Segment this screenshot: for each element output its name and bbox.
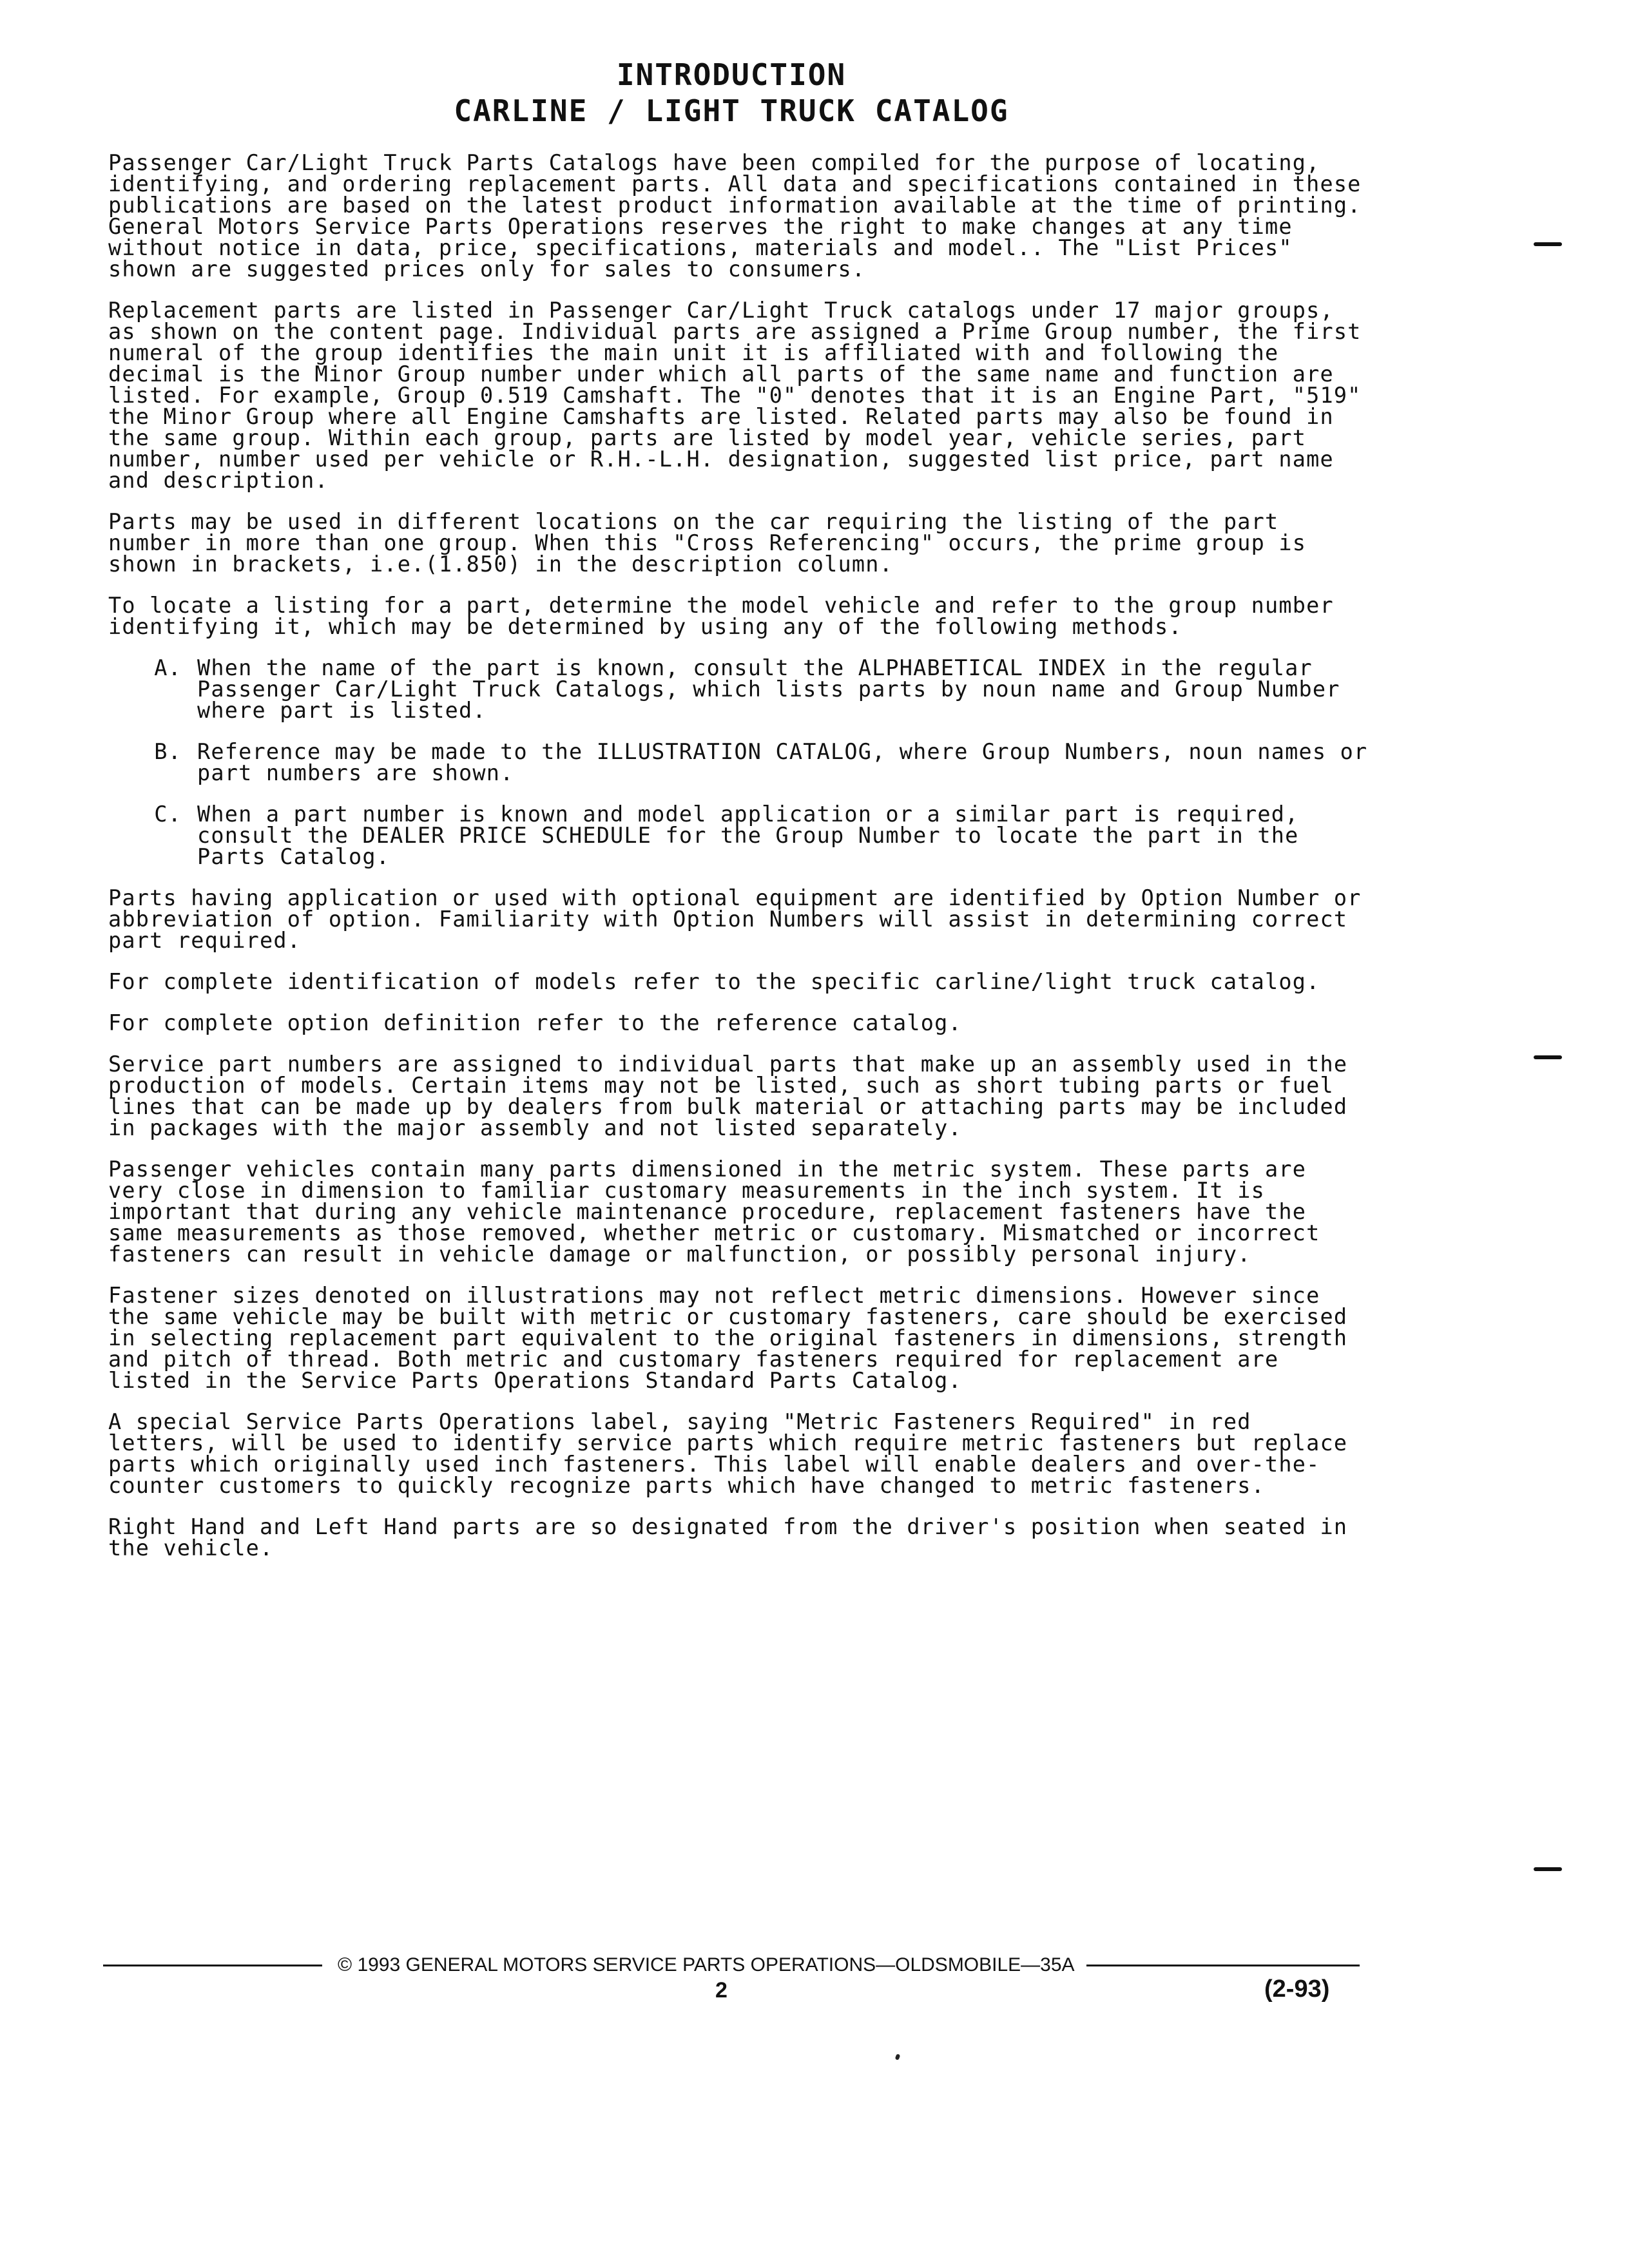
- footer-rule-right: [1086, 1965, 1360, 1966]
- margin-tick-mark: [1534, 1055, 1562, 1059]
- paragraph-cross-reference: Parts may be used in different locations on the car requiring the listing of the part number in more than one group. When this "Cross Referencing" occurs, the prime group is shown in brackets, i.e.(1.850) in the description column.: [108, 509, 1307, 577]
- footer-copyright: © 1993 GENERAL MOTORS SERVICE PARTS OPERATIONS—OLDSMOBILE—35A: [338, 1954, 1075, 1975]
- list-item-letter: C.: [154, 802, 182, 827]
- list-item: [108, 741, 1371, 783]
- paragraph-models: For complete identification of models refer to the specific carline/light truck catalog.: [108, 969, 1320, 994]
- list-item: [108, 657, 1371, 721]
- paragraph-service-part-numbers: Service part numbers are assigned to individual parts that make up an assembly used in the production of models. Certain items may not be listed, such as short tubing parts or fuel lines that can be made up by dealers from bulk material or attaching parts may be included in packages with the major assembly and not listed separately.: [108, 1052, 1348, 1140]
- paragraph-metric-system: Passenger vehicles contain many parts dimensioned in the metric system. These parts are very close in dimension to familiar customary measurements in the inch system. It is important that during any vehicle maintenance procedure, replacement fasteners have the same measurements as those removed, whether metric or customary. Mismatched or incorrect fasteners can result in vehicle damage or malfunction, or possibly personal injury.: [108, 1157, 1320, 1267]
- list-item-letter: A.: [154, 655, 182, 680]
- margin-tick-mark: [1534, 242, 1562, 246]
- title-block: [0, 57, 1463, 129]
- page-number: 2: [715, 1978, 728, 2003]
- list-item: [108, 803, 1371, 867]
- body-text: [108, 152, 1371, 1579]
- paragraph-groups: Replacement parts are listed in Passenger Car/Light Truck catalogs under 17 major groups, as shown on the content page. Individual parts are assigned a Prime Group number, the first numeral of the group identifies the main unit it is affiliated with and following the decimal is the Minor Group number under which all parts of the same name and function are listed. For example, Group 0.519 Camshaft. The "0" denotes that it is an Engine Part, "519" the Minor Group where all Engine Camshafts are listed. Related parts may also be found in the same group. Within each group, parts are listed by model year, vehicle series, part number, number used per vehicle or R.H.-L.H. designation, suggested list price, part name and description.: [108, 298, 1362, 493]
- footer: [103, 1946, 1360, 1984]
- list-item-text: When a part number is known and model application or a similar part is required, consult the DEALER PRICE SCHEDULE for the Group Number to locate the part in the Parts Catalog.: [197, 802, 1299, 869]
- footer-rule-left: [103, 1965, 322, 1966]
- page-subtitle: CARLINE / LIGHT TRUCK CATALOG: [454, 93, 1009, 128]
- margin-tick-mark: [1534, 1867, 1562, 1871]
- list-item-letter: B.: [154, 739, 182, 764]
- revision-date-code: (2-93): [1264, 1975, 1330, 2003]
- paragraph-options: Parts having application or used with optional equipment are identified by Option Number or abbreviation of option. Familiarity with Option Numbers will assist in determining correct part required.: [108, 885, 1362, 953]
- paragraph-fastener-sizes: Fastener sizes denoted on illustrations may not reflect metric dimensions. However since the same vehicle may be built with metric or customary fasteners, care should be exercised in selecting replacement part equivalent to the original fasteners in dimensions, strength and pitch of thread. Both metric and customary fasteners required for replacement are listed in the Service Parts Operations Standard Parts Catalog.: [108, 1283, 1348, 1393]
- paragraph-right-left-hand: Right Hand and Left Hand parts are so designated from the driver's position when seated in the vehicle.: [108, 1514, 1348, 1561]
- paragraph-purpose: Passenger Car/Light Truck Parts Catalogs have been compiled for the purpose of locating, identifying, and ordering replacement parts. All data and specifications contained in these publications are based on the latest product information available at the time of printing. General Motors Service Parts Operations reserves the right to make changes at any time without notice in data, price, specifications, materials and model.. The "List Prices" shown are suggested prices only for sales to consumers.: [108, 150, 1362, 282]
- list-item-text: When the name of the part is known, consult the ALPHABETICAL INDEX in the regular Passenger Car/Light Truck Catalogs, which lists parts by noun name and Group Number where part is listed.: [197, 655, 1340, 723]
- paragraph-locate: To locate a listing for a part, determine the model vehicle and refer to the group number identifying it, which may be determined by using any of the following methods.: [108, 593, 1334, 639]
- paragraph-option-definition: For complete option definition refer to the reference catalog.: [108, 1010, 962, 1035]
- page-title: INTRODUCTION: [616, 57, 847, 92]
- scan-speck: [895, 2053, 901, 2061]
- paragraph-metric-label: A special Service Parts Operations label, saying "Metric Fasteners Required" in red letters, will be used to identify service parts which require metric fasteners but replace parts which originally used inch fasteners. This label will enable dealers and over-the-counter customers to quickly recognize parts which have changed to metric fasteners.: [108, 1409, 1348, 1498]
- methods-list: [108, 657, 1371, 867]
- list-item-text: Reference may be made to the ILLUSTRATION CATALOG, where Group Numbers, noun names or part numbers are shown.: [197, 739, 1368, 785]
